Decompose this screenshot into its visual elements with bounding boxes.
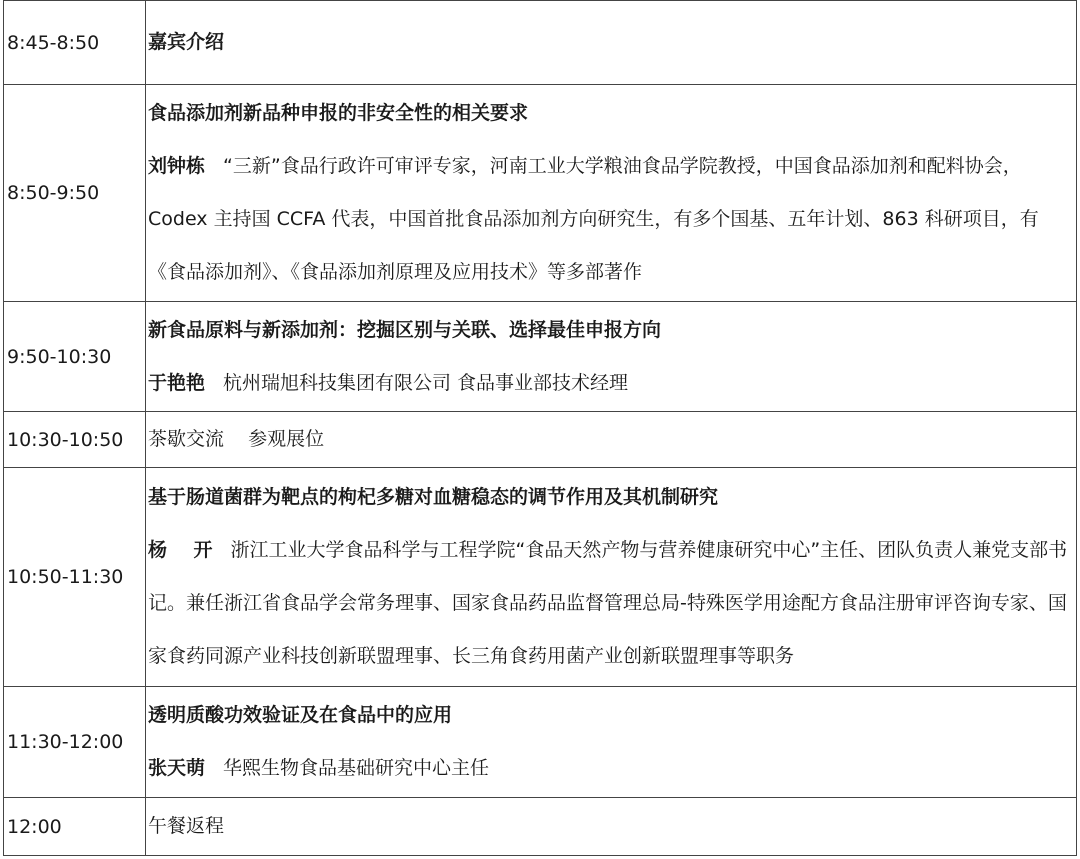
- break-label: 茶歇交流 参观展位: [148, 428, 325, 450]
- content-cell: [146, 1, 1077, 85]
- speaker-description: 浙江工业大学食品科学与工程学院“食品天然产物与营养健康研究中心”主任、团队负责人兼党支部书记。兼任浙江省食品学会常务理事、国家食品药品监督管理总局-特殊医学用途配方食品注册审评咨询专家、国家食药同源产业科技创新联盟理事、长三角食药用菌产业创新联盟理事等职务: [148, 539, 1068, 667]
- content-cell: [146, 468, 1077, 687]
- schedule-row: [4, 1, 1077, 85]
- schedule-row: [4, 302, 1077, 412]
- time-cell: 9:50-10:30: [4, 302, 146, 412]
- content-cell: [146, 85, 1077, 302]
- speaker-description: “三新”食品行政许可审评专家，河南工业大学粮油食品学院教授，中国食品添加剂和配料协会，Codex 主持国 CCFA 代表，中国首批食品添加剂方向研究生，有多个国基、五年计划、863 科研项目，有《食品添加剂》、《食品添加剂原理及应用技术》等多部著作: [148, 155, 1039, 283]
- content-cell: [146, 302, 1077, 412]
- schedule-row: [4, 412, 1077, 468]
- speaker-name: 杨 开: [148, 539, 213, 561]
- time-cell: 10:50-11:30: [4, 468, 146, 687]
- speaker-name: 于艳艳: [148, 371, 206, 394]
- lunch-label: 午餐返程: [148, 815, 225, 837]
- speaker-description: 华熙生物食品基础研究中心主任: [223, 757, 490, 779]
- session-title: 基于肠道菌群为靶点的枸杞多糖对血糖稳态的调节作用及其机制研究: [148, 486, 719, 508]
- schedule-row: [4, 85, 1077, 302]
- content-cell: [146, 412, 1077, 468]
- time-cell: 12:00: [4, 798, 146, 856]
- session-title: 透明质酸功效验证及在食品中的应用: [148, 704, 453, 726]
- schedule-row: [4, 798, 1077, 856]
- time-cell: 8:50-9:50: [4, 85, 146, 302]
- session-title: 嘉宾介绍: [148, 31, 225, 53]
- time-cell: 8:45-8:50: [4, 1, 146, 85]
- schedule-row: [4, 687, 1077, 798]
- speaker-name: 张天萌: [148, 757, 206, 779]
- time-cell: 11:30-12:00: [4, 687, 146, 798]
- session-title: 新食品原料与新添加剂：挖掘区别与关联、选择最佳申报方向: [148, 318, 662, 341]
- session-title: 食品添加剂新品种申报的非安全性的相关要求: [148, 102, 529, 124]
- content-cell: [146, 687, 1077, 798]
- time-cell: 10:30-10:50: [4, 412, 146, 468]
- schedule-table: [3, 0, 1077, 856]
- schedule-row: [4, 468, 1077, 687]
- speaker-description: 杭州瑞旭科技集团有限公司 食品事业部技术经理: [223, 371, 629, 394]
- speaker-name: 刘钟栋: [148, 155, 206, 177]
- content-cell: [146, 798, 1077, 856]
